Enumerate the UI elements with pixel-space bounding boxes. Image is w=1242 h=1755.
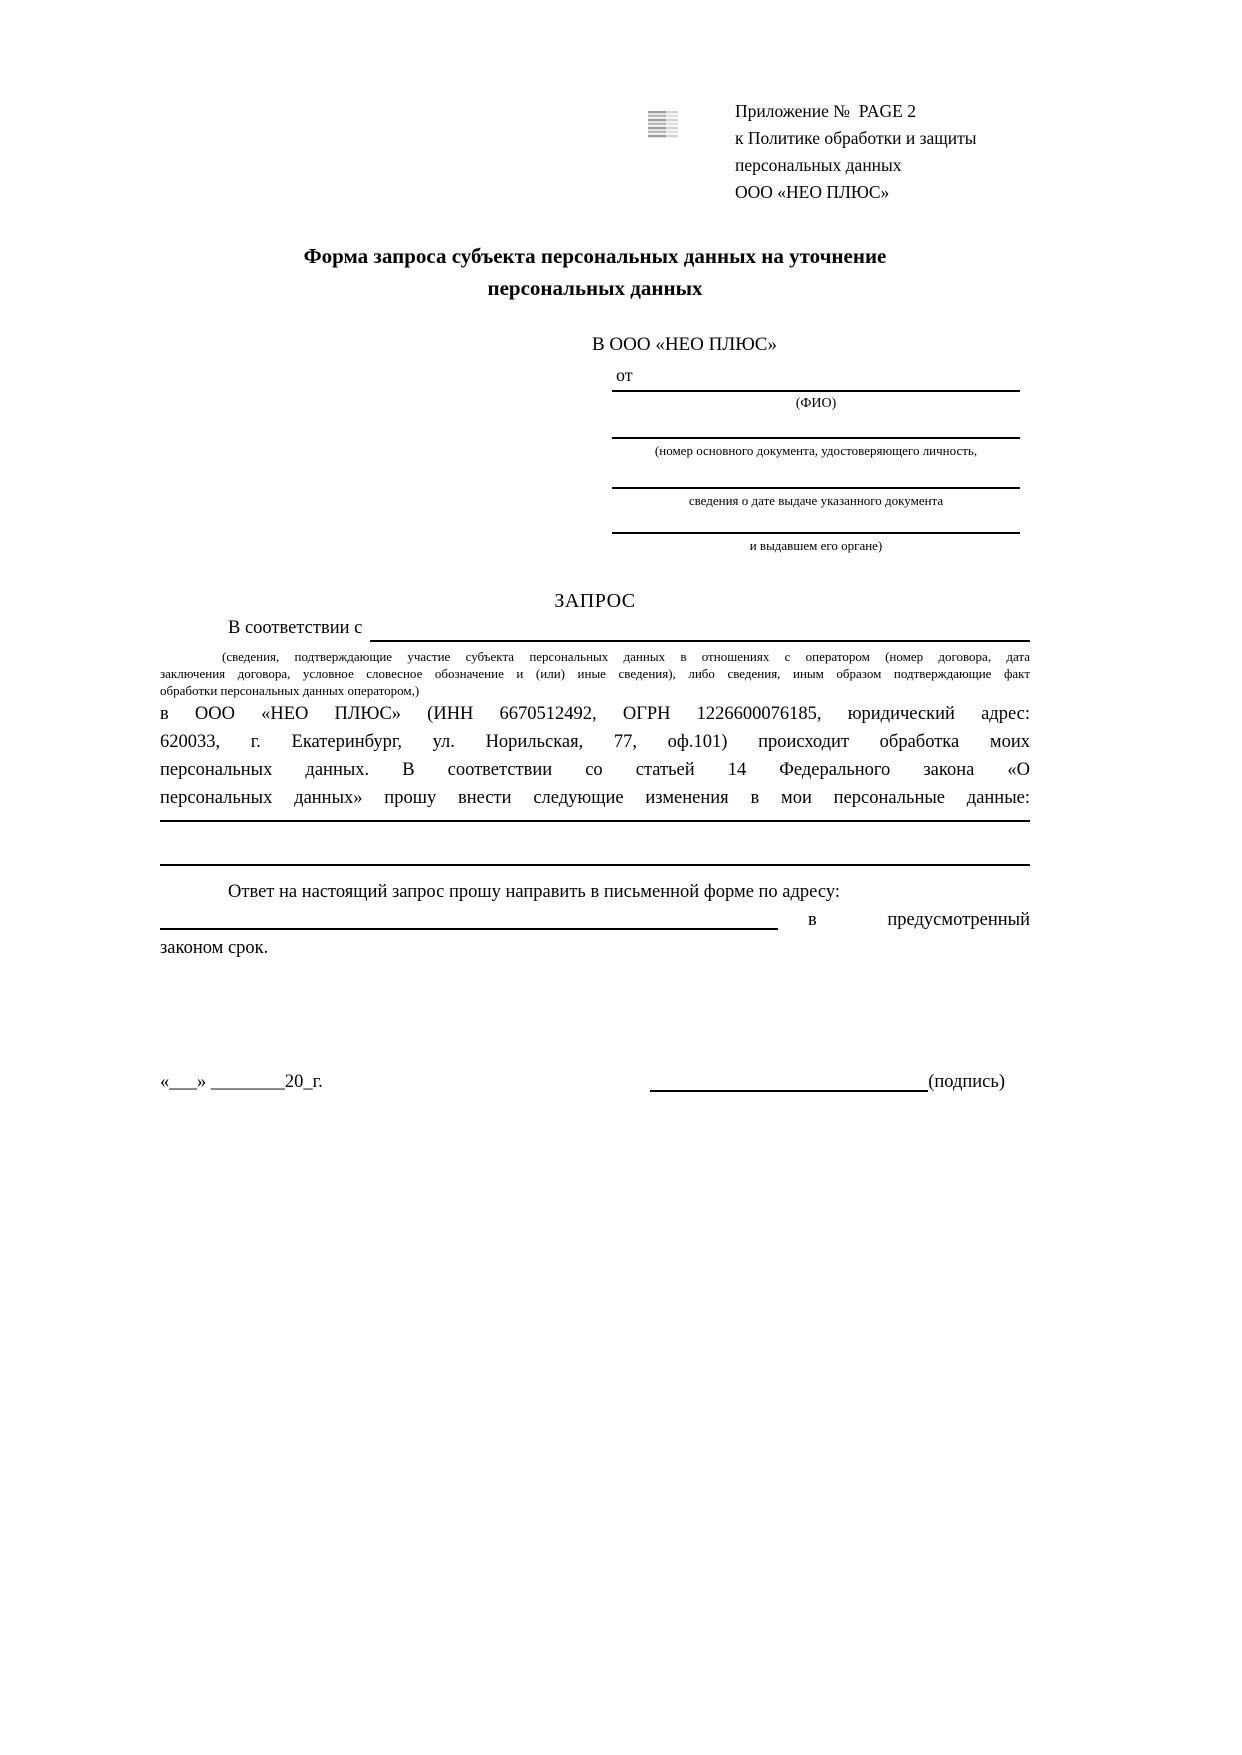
response-suffix-word: предусмотренный [887,910,1030,930]
response-sentence: Ответ на настоящий запрос прошу направить в письменной форме по адресу: [228,882,840,902]
appendix-header-line: персональных данных [735,155,902,175]
response-suffix-word: в [808,910,817,930]
address-field-line[interactable] [160,928,778,930]
appendix-header-line: Приложение № PAGE 2 [735,101,916,121]
signature-caption: (подпись) [928,1072,1005,1092]
appendix-header-line: ООО «НЕО ПЛЮС» [735,182,890,202]
basis-row [160,618,1030,644]
basis-footnote-line: (сведения, подтверждающие участие субъекта персональных данных в отношениях с оператором (номер договора, дата [222,649,1030,664]
issue-date-field [612,487,1020,509]
signature-block [650,1068,1005,1096]
request-body [160,700,1030,812]
document-number-field [612,437,1020,459]
basis-prefix-text: В соответствии с [228,618,363,638]
response-closing: законом срок. [160,938,269,958]
basis-field-line[interactable] [370,640,1030,642]
changes-field-line-1[interactable] [160,820,1030,822]
address-row [160,906,1030,934]
recipient-org-text: В ООО «НЕО ПЛЮС» [592,334,777,355]
appendix-header-line: к Политике обработки и защиты [735,128,977,148]
issuing-authority-field [612,532,1020,554]
field-caption: сведения о дате выдаче указанного документа [688,493,944,508]
basis-footnote [160,648,1030,699]
appendix-header [735,98,1055,206]
response-suffix [778,906,1030,934]
date-blank-text[interactable]: «___» ________20_г. [160,1072,323,1092]
field-caption: (ФИО) [795,396,837,411]
request-body-line: персональных данных. В соответствии со статьей 14 Федерального закона «О [160,760,1030,780]
request-heading: ЗАПРОС [554,590,636,612]
signature-row [160,1068,1030,1096]
request-body-line: в ООО «НЕО ПЛЮС» (ИНН 6670512492, ОГРН 1226600076185, юридический адрес: [160,704,1030,724]
from-label: от [616,365,633,385]
request-body-line: 620033, г. Екатеринбург, ул. Норильская, 77, оф.101) происходит обработка моих [160,732,1030,752]
embedded-object-artifact-icon [648,111,678,138]
fio-field [612,390,1020,412]
basis-footnote-line: обработки персональных данных оператором,) [160,683,420,698]
document-title-line: персональных данных [487,276,703,300]
basis-footnote-line: заключения договора, условное словесное обозначение и (или) иные сведения), либо сведения, иным образом подтверждающие факт [160,666,1030,681]
document-title [160,240,1030,304]
field-caption: (номер основного документа, удостоверяющего личность, [654,443,978,458]
field-caption: и выдавшем его органе) [749,538,883,553]
response-paragraph [160,878,1030,962]
signature-field-line[interactable] [650,1090,928,1092]
changes-field-line-2[interactable] [160,864,1030,866]
document-title-line: Форма запроса субъекта персональных данных на уточнение [303,244,887,268]
request-body-line: персональных данных» прошу внести следующие изменения в мои персональные данные: [160,788,1030,808]
